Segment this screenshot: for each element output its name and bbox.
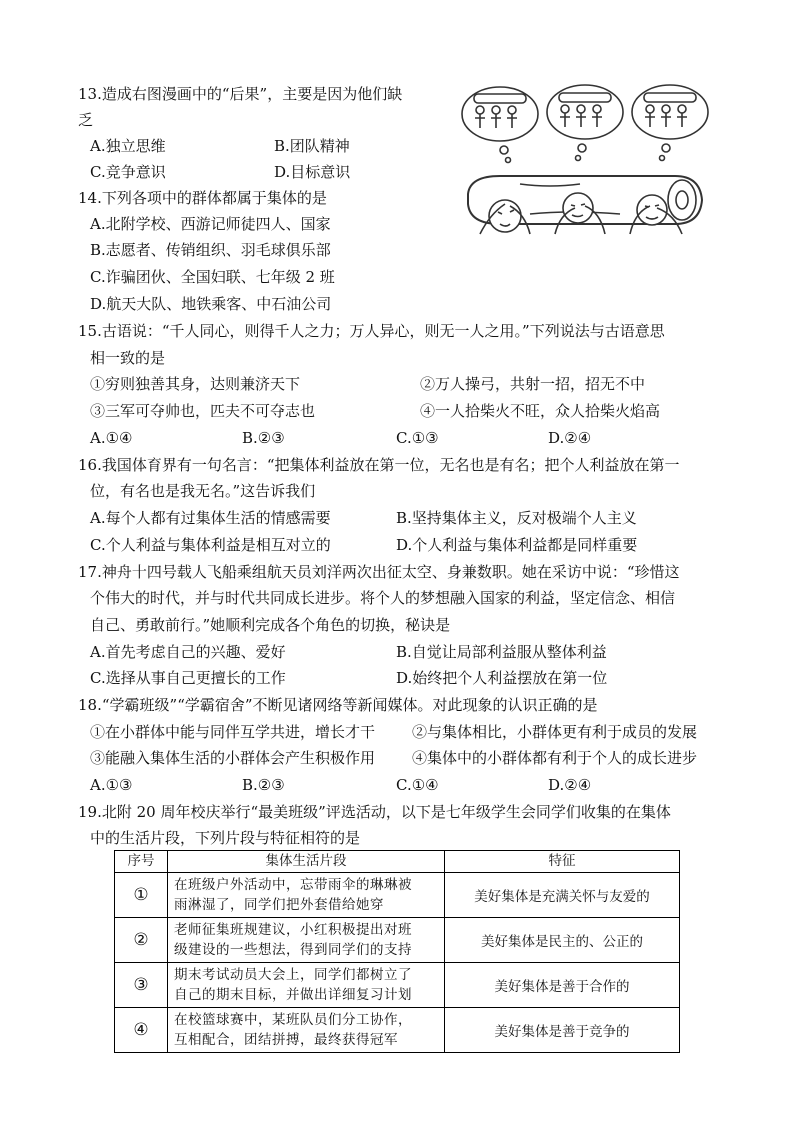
table-header-row — [115, 851, 680, 873]
row-number: ② — [115, 918, 168, 963]
q17-stem-line2: 个伟大的时代，并与时代共同成长进步。将个人的梦想融入国家的利益，坚定信念、相信 — [90, 589, 676, 607]
snippet-line: 雨淋湿了，同学们把外套借给她穿 — [174, 897, 384, 913]
q15-option-d: D.②④ — [548, 429, 592, 447]
row-feature: 美好集体是民主的、公正的 — [445, 918, 680, 963]
q18-option-a: A.①③ — [90, 776, 133, 794]
q14-option-d: D.航天大队、地铁乘客、中石油公司 — [90, 295, 332, 313]
q18-statement-2: ②与集体相比，小群体更有利于成员的发展 — [412, 723, 698, 741]
snippet-line: 老师征集班规建议，小红积极提出对班 — [174, 922, 412, 938]
q17-option-a: A.首先考虑自己的兴趣、爱好 — [90, 643, 286, 661]
q13-stem-line1: 13.造成右图漫画中的“后果”，主要是因为他们缺 — [78, 85, 403, 103]
q15-option-c: C.①③ — [396, 429, 439, 447]
q19-table — [114, 850, 680, 1053]
q16-stem-line1: 16.我国体育界有一句名言：“把集体利益放在第一位，无名也是有名；把个人利益放在第一 — [78, 456, 680, 474]
row-snippet — [168, 963, 445, 1008]
q18-statement-1: ①在小群体中能与同伴互学共进，增长才干 — [90, 723, 376, 741]
row-feature: 美好集体是善于竞争的 — [445, 1008, 680, 1053]
table-row — [115, 918, 680, 963]
thought-bubble-left — [462, 87, 538, 141]
header-number: 序号 — [115, 851, 168, 873]
comic-illustration — [460, 84, 712, 250]
q18-statement-3: ③能融入集体生活的小群体会产生积极作用 — [90, 749, 376, 767]
q15-statement-2: ②万人操弓，共射一招，招无不中 — [420, 375, 646, 393]
q13-option-d: D.目标意识 — [274, 163, 351, 181]
table-row — [115, 1008, 680, 1053]
q13-option-c: C.竞争意识 — [90, 163, 166, 181]
header-snippet: 集体生活片段 — [168, 851, 445, 873]
q15-option-a: A.①④ — [90, 429, 133, 447]
q17-option-c: C.选择从事自己更擅长的工作 — [90, 669, 286, 687]
q15-stem-line1: 15.古语说：“千人同心，则得千人之力；万人异心，则无一人之用。”下列说法与古语意思 — [78, 322, 665, 340]
q16-option-c: C.个人利益与集体利益是相互对立的 — [90, 536, 331, 554]
q14-option-c: C.诈骗团伙、全国妇联、七年级 2 班 — [90, 268, 335, 286]
q18-stem: 18.“学霸班级”“学霸宿舍”不断见诸网络等新闻媒体。对此现象的认识正确的是 — [78, 696, 598, 714]
q14-stem: 14.下列各项中的群体都属于集体的是 — [78, 189, 327, 207]
row-snippet — [168, 918, 445, 963]
q14-option-a: A.北附学校、西游记师徒四人、国家 — [90, 215, 331, 233]
q14-option-b: B.志愿者、传销组织、羽毛球俱乐部 — [90, 241, 331, 259]
q13-option-b: B.团队精神 — [274, 137, 350, 155]
row-number: ③ — [115, 963, 168, 1008]
snippet-line: 级建设的一些想法，得到同学们的支持 — [174, 942, 412, 958]
snippet-line: 在班级户外活动中，忘带雨伞的琳琳被 — [174, 877, 412, 893]
log-end — [668, 180, 696, 220]
snippet-line: 自己的期末目标，并做出详细复习计划 — [174, 987, 412, 1003]
q16-stem-line2: 位，有名也是我无名。”这告诉我们 — [90, 482, 316, 500]
snippet-line: 在校篮球赛中，某班队员们分工协作， — [174, 1012, 412, 1028]
snippet-line: 期末考试动员大会上，同学们都树立了 — [174, 967, 412, 983]
q15-statement-1: ①穷则独善其身，达则兼济天下 — [90, 375, 301, 393]
q19-stem-line1: 19.北附 20 周年校庆举行“最美班级”评选活动，以下是七年级学生会同学们收集的在集体 — [78, 803, 671, 821]
q15-stem-line2: 相一致的是 — [90, 349, 166, 367]
row-snippet — [168, 873, 445, 918]
header-feature: 特征 — [445, 851, 680, 873]
q13-stem-line2: 乏 — [78, 111, 94, 129]
table-row — [115, 873, 680, 918]
q17-stem-line3: 自己、勇敢前行。”她顺利完成各个角色的切换，秘诀是 — [90, 616, 451, 634]
q16-option-b: B.坚持集体主义，反对极端个人主义 — [396, 509, 637, 527]
q15-statement-4: ④一人拾柴火不旺，众人拾柴火焰高 — [420, 402, 661, 420]
snippet-line: 互相配合，团结拼搏，最终获得冠军 — [174, 1032, 398, 1048]
row-snippet — [168, 1008, 445, 1053]
q17-option-d: D.始终把个人利益摆放在第一位 — [396, 669, 608, 687]
q13-option-a: A.独立思维 — [90, 137, 166, 155]
q18-option-d: D.②④ — [548, 776, 592, 794]
table-row — [115, 963, 680, 1008]
q17-stem-line1: 17.神舟十四号载人飞船乘组航天员刘洋两次出征太空、身兼数职。她在采访中说：“珍惜这 — [78, 563, 680, 581]
q16-option-d: D.个人利益与集体利益都是同样重要 — [396, 536, 638, 554]
row-number: ④ — [115, 1008, 168, 1053]
q18-statement-4: ④集体中的小群体都有利于个人的成长进步 — [412, 749, 698, 767]
row-feature: 美好集体是充满关怀与友爱的 — [445, 873, 680, 918]
q15-statement-3: ③三军可夺帅也，匹夫不可夺志也 — [90, 402, 316, 420]
q18-option-c: C.①④ — [396, 776, 439, 794]
q18-option-b: B.②③ — [242, 776, 285, 794]
row-number: ① — [115, 873, 168, 918]
q15-option-b: B.②③ — [242, 429, 285, 447]
q16-option-a: A.每个人都有过集体生活的情感需要 — [90, 509, 331, 527]
row-feature: 美好集体是善于合作的 — [445, 963, 680, 1008]
q19-stem-line2: 中的生活片段，下列片段与特征相符的是 — [90, 829, 361, 847]
q17-option-b: B.自觉让局部利益服从整体利益 — [396, 643, 607, 661]
